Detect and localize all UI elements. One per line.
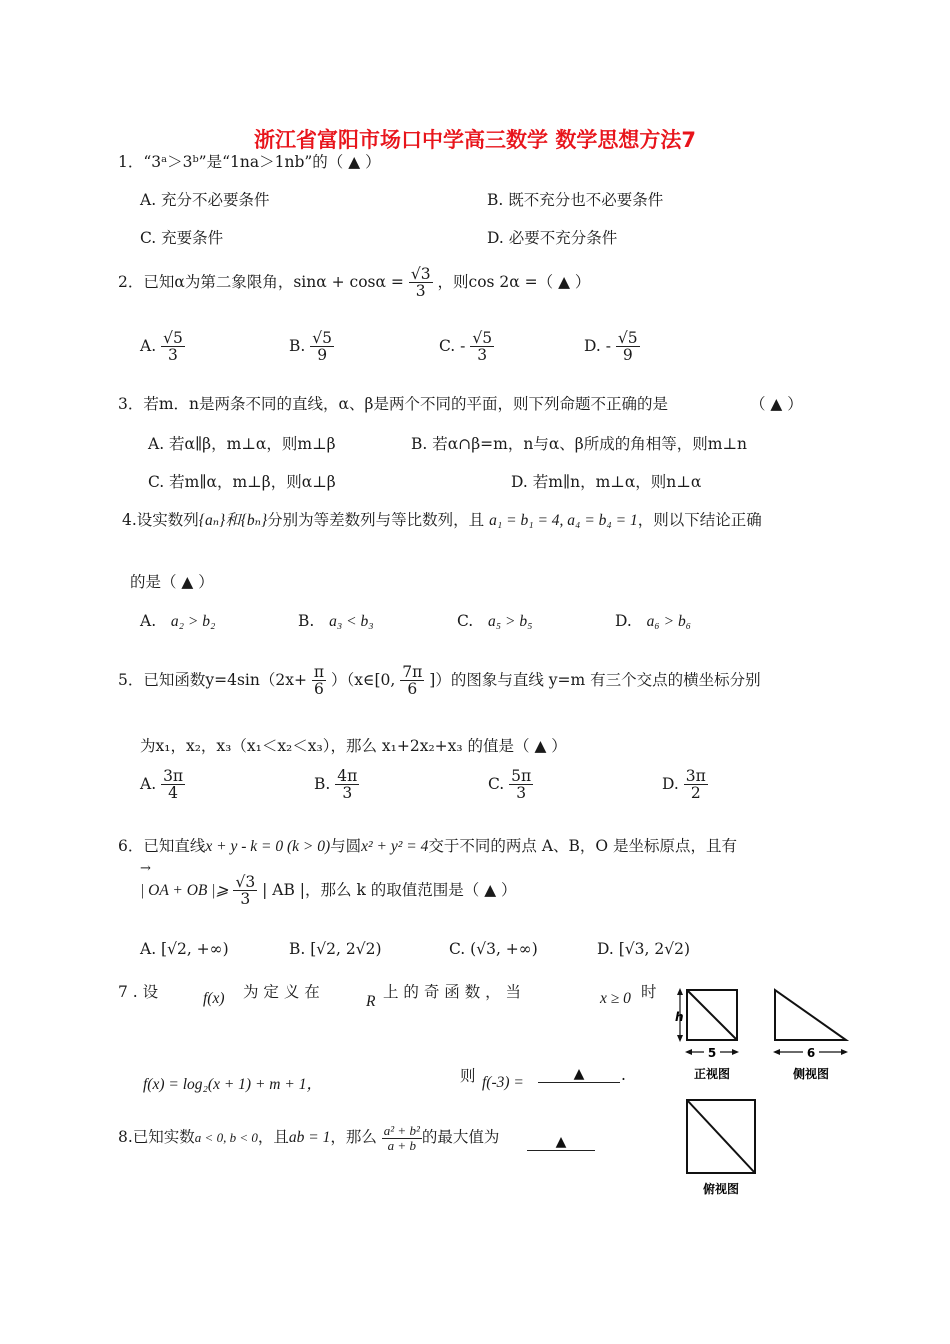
side-view-label: 侧视图 [792,1067,830,1081]
q7-ask: f(-3) = [482,1074,524,1091]
q2-c-den: 3 [477,346,488,365]
q4-option-d [615,612,691,631]
three-views-diagram [670,978,870,1203]
q2-stem [118,266,590,300]
q5-a-den: 4 [168,784,179,803]
q7-formula: f(x) = log₂(x + 1) + m + 1， [143,1076,322,1093]
height-arrow-up-icon [677,988,683,995]
q8-mid2: ，那么 [330,1128,377,1147]
q7-fx: f(x) [203,990,225,1007]
q2-b-den: 9 [317,346,328,365]
q5-f2-den: 6 [407,680,418,699]
q7-then: 则 [460,1067,476,1085]
q2-a-frac [161,330,185,364]
q7-condition: x ≥ 0 [600,990,631,1007]
q6-stem-post: 交于不同的两点 A、B，O 是坐标原点，且有 [428,837,738,855]
q5-stem-mid: ）（x∈[0, [331,670,396,689]
q6-option-a: A. [√2, +∞) [140,940,229,958]
q2-c-frac [470,330,494,364]
q2-stem-post: ，则cos 2α =（ ▲ ） [437,272,591,291]
q5-b-label: B. [314,774,331,793]
q1-option-a: A. 充分不必要条件 [140,191,270,209]
q6-line-equation: x + y - k = 0 (k > 0) [205,838,331,855]
q2-c-label: C. - [439,336,466,355]
q7-mid: 为 定 义 在 [243,983,320,1001]
q4-condition: a₁ = b₁ = 4, a₄ = b₄ = 1 [489,512,638,529]
q3-option-c: C. 若m∥α，m⊥β，则α⊥β [148,473,336,491]
q4-option-c [457,612,533,631]
width-arrow-left-icon [685,1049,692,1055]
q5-stem [118,664,761,698]
q5-f2-num: 7π [402,663,423,681]
q7-post: 上 的 奇 函 数 ， 当 [383,983,522,1001]
q5-option-d [662,768,708,802]
q8-mid: ，且 [257,1128,289,1147]
q4-d-label: D. [615,612,632,630]
q7-blank-mark: ▲ [573,1066,585,1082]
q4-c-expr: a₅ > b₅ [488,613,533,630]
q5-option-a [140,768,185,802]
side-width-label: 6 [806,1046,816,1060]
q8-ab: ab = 1 [288,1129,331,1147]
q2-frac-num: √3 [410,265,431,283]
q8-stem [118,1124,499,1152]
q8-answer-blank [527,1132,595,1151]
q3-stem: 3．若m．n是两条不同的直线，α、β是两个不同的平面，则下列命题不正确的是 [118,395,668,413]
q1-stem: 1．“3ᵃ＞3ᵇ”是“1na＞1nb”的（ ▲ ） [118,153,381,171]
q6-stem-pre: 6．已知直线 [118,837,206,855]
q6-option-c: C. (√3, +∞) [449,940,538,958]
q7-answer-blank [538,1064,620,1083]
q5-b-den: 3 [342,784,353,803]
q6-ineq-den: 3 [240,890,251,909]
q2-c-num: √5 [472,329,493,347]
side-arrow-left-icon [773,1049,780,1055]
q5-d-label: D. [662,774,679,793]
q2-a-label: A. [140,336,157,355]
q2-d-label: D. - [584,336,611,355]
q6-ineq-post: | AB |，那么 k 的取值范围是（ ▲ ） [262,880,517,899]
q5-frac-2 [400,664,424,698]
q6-inequality [140,874,517,908]
q2-a-den: 3 [168,346,178,365]
side-view-triangle [775,990,846,1040]
q6-stem [118,834,737,856]
front-width-label: 5 [707,1046,717,1060]
q4-c-label: C. [457,612,474,630]
front-view-diagonal [687,990,737,1040]
q2-frac-den: 3 [415,282,426,301]
q6-option-b: B. [√2, 2√2) [289,940,382,958]
q8-frac-num: a² + b² [383,1123,420,1138]
q5-a-frac [161,768,185,802]
q6-ineq-pre: | OA + OB |⩾ [140,881,229,899]
q5-c-num: 5π [511,767,532,785]
q2-stem-pre: 2．已知α为第二象限角，sinα + cosα = [118,272,404,291]
q5-f1-num: π [313,663,325,681]
q5-option-b [314,768,359,802]
q4-d-expr: a₆ > b₆ [646,613,692,630]
q4-b-expr: a₃ < b₃ [329,613,374,630]
q3-answer-mark: （ ▲ ） [750,395,803,413]
q1-option-d: D. 必要不充分条件 [487,229,618,247]
q4-a-expr: a₂ > b₂ [170,613,216,630]
q5-f1-den: 6 [314,680,324,699]
q7-end: . [621,1066,626,1084]
q4-stem-mid: 分别为等差数列与等比数列，且 [267,511,485,529]
q8-frac-den: a + b [387,1137,416,1153]
side-view [773,990,848,1081]
side-arrow-right-icon [841,1049,848,1055]
q6-circle-equation: x² + y² = 4 [361,838,429,855]
q4-stem-pre: 4.设实数列 [122,511,199,529]
q7-time: 时 [641,983,657,1001]
q4-b-label: B. [298,612,315,630]
top-view-diagonal [687,1100,755,1173]
q5-c-den: 3 [516,784,527,803]
q5-d-num: 3π [685,767,706,785]
q1-option-b: B. 既不充分也不必要条件 [487,191,664,209]
front-view-label: 正视图 [693,1067,731,1081]
q2-fraction [409,266,433,300]
q5-a-label: A. [140,774,157,793]
width-arrow-right-icon [732,1049,739,1055]
front-view [675,988,739,1081]
q2-option-b [289,330,334,364]
q2-option-d [584,330,640,364]
q4-a-label: A. [140,612,157,630]
q5-stem-line2: 为x₁，x₂，x₃（x₁＜x₂＜x₃），那么 x₁+2x₂+x₃ 的值是（ ▲ ） [140,737,567,755]
q5-c-frac [509,768,533,802]
q5-option-c [488,768,533,802]
q2-option-a [140,330,185,364]
height-arrow-down-icon [677,1035,683,1042]
q5-c-label: C. [488,774,505,793]
q3-option-d: D. 若m∥n，m⊥α，则n⊥α [511,473,702,491]
q8-pre: 8.已知实数 [118,1128,195,1147]
q2-d-num: √5 [617,329,638,347]
q2-b-frac [310,330,334,364]
q5-d-frac [684,768,708,802]
q5-stem-pre: 5．已知函数y=4sin（2x+ [118,670,307,689]
height-label: h [675,1010,684,1024]
q4-stem-post: ，则以下结论正确 [637,511,762,529]
q4-stem-line2: 的是（ ▲ ） [130,573,214,591]
q2-d-den: 9 [622,346,633,365]
q3-option-a: A. 若α∥β，m⊥α，则m⊥β [148,435,336,453]
top-view-label: 俯视图 [702,1182,740,1196]
q5-stem-post: ]）的图象与直线 y=m 有三个交点的横坐标分别 [429,670,761,689]
q6-option-d: D. [√3, 2√2) [597,940,691,958]
q2-b-label: B. [289,336,306,355]
q7-domain-r: R [366,993,376,1010]
q5-b-num: 4π [337,767,358,785]
q4-option-a [140,612,215,631]
q6-ineq-num: √3 [235,873,256,891]
q5-frac-1 [312,664,326,698]
q2-option-c [439,330,494,364]
top-view [687,1100,755,1196]
q7-label: 7 . 设 [118,983,159,1001]
q6-stem-mid: 与圆 [330,837,362,855]
q4-stem [122,508,762,530]
q5-a-num: 3π [163,767,184,785]
q5-b-frac [335,768,359,802]
q3-option-b: B. 若α∩β=m，n与α、β所成的角相等，则m⊥n [411,435,748,453]
q8-post: 的最大值为 [421,1128,500,1147]
q6-ineq-frac [233,874,257,908]
q2-d-frac [616,330,640,364]
q1-option-c: C. 充要条件 [140,229,224,247]
q8-condition: a < 0, b < 0 [194,1130,258,1146]
q8-blank-mark: ▲ [555,1134,567,1150]
q5-d-den: 2 [690,784,701,803]
q2-b-num: √5 [312,329,333,347]
q8-fraction [382,1124,422,1152]
q6-vector-arrow: → [140,861,151,876]
q4-sequences: {aₙ}和{bₙ} [198,512,268,529]
q4-option-b [298,612,374,631]
page-title: 浙江省富阳市场口中学高三数学 数学思想方法7 [254,128,696,152]
q2-a-num: √5 [163,329,183,347]
